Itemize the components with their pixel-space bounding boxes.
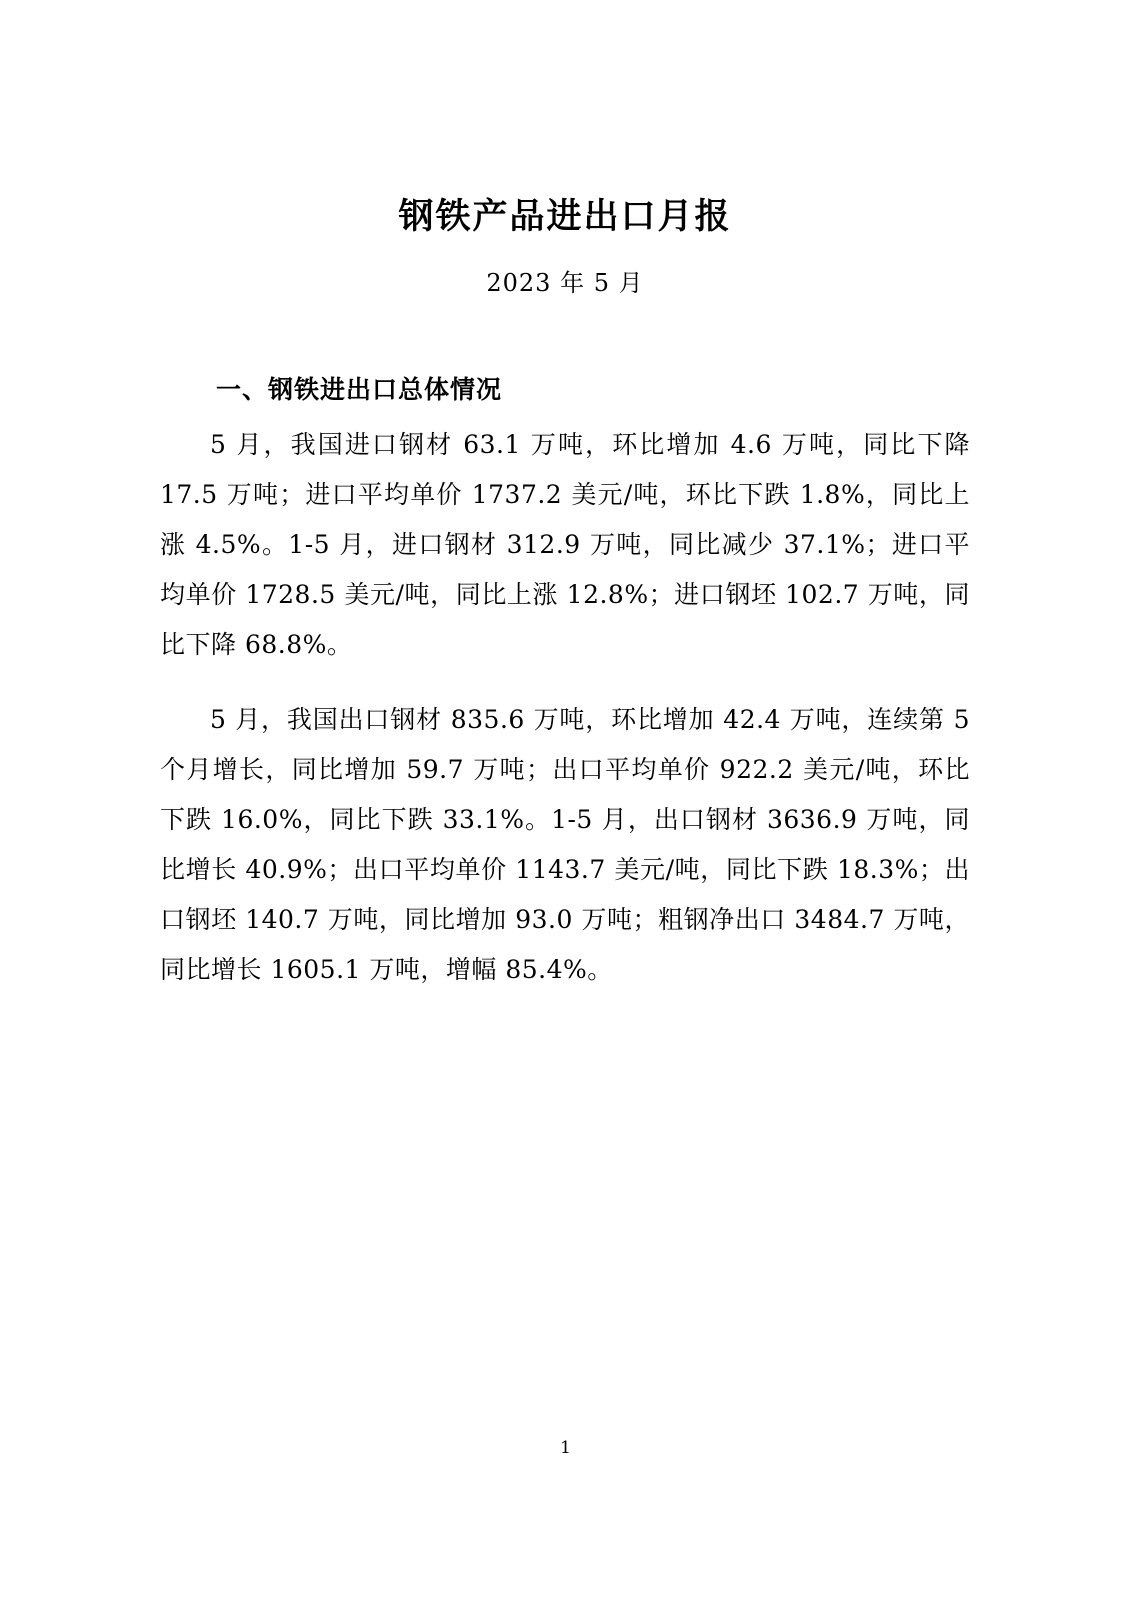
paragraph-import-summary: 5 月，我国进口钢材 63.1 万吨，环比增加 4.6 万吨，同比下降 17.5 万吨；进口平均单价 1737.2 美元/吨，环比下跌 1.8%，同比上涨 4.5%。1-5 月，进口钢材 312.9 万吨，同比减少 37.1%；进口平均单价 1728.5 美元/吨，同比上涨 12.8%；进口钢坯 102.7 万吨，同比下降 68.8%。	[160, 429, 970, 659]
page-title: 钢铁产品进出口月报	[398, 196, 732, 237]
document-body	[160, 0, 970, 1020]
section-heading: 一、钢铁进出口总体情况	[216, 374, 503, 404]
page-number: 1	[560, 1438, 571, 1458]
document-subtitle: 2023 年 5 月	[486, 268, 644, 297]
paragraph-export-summary: 5 月，我国出口钢材 835.6 万吨，环比增加 42.4 万吨，连续第 5 个月增长，同比增加 59.7 万吨；出口平均单价 922.2 美元/吨，环比下跌 16.0%，同比下跌 33.1%。1-5 月，出口钢材 3636.9 万吨，同比增长 40.9%；出口平均单价 1143.7 美元/吨，同比下跌 18.3%；出口钢坯 140.7 万吨，同比增加 93.0 万吨；粗钢净出口 3484.7 万吨，同比增长 1605.1 万吨，增幅 85.4%。	[160, 704, 970, 984]
